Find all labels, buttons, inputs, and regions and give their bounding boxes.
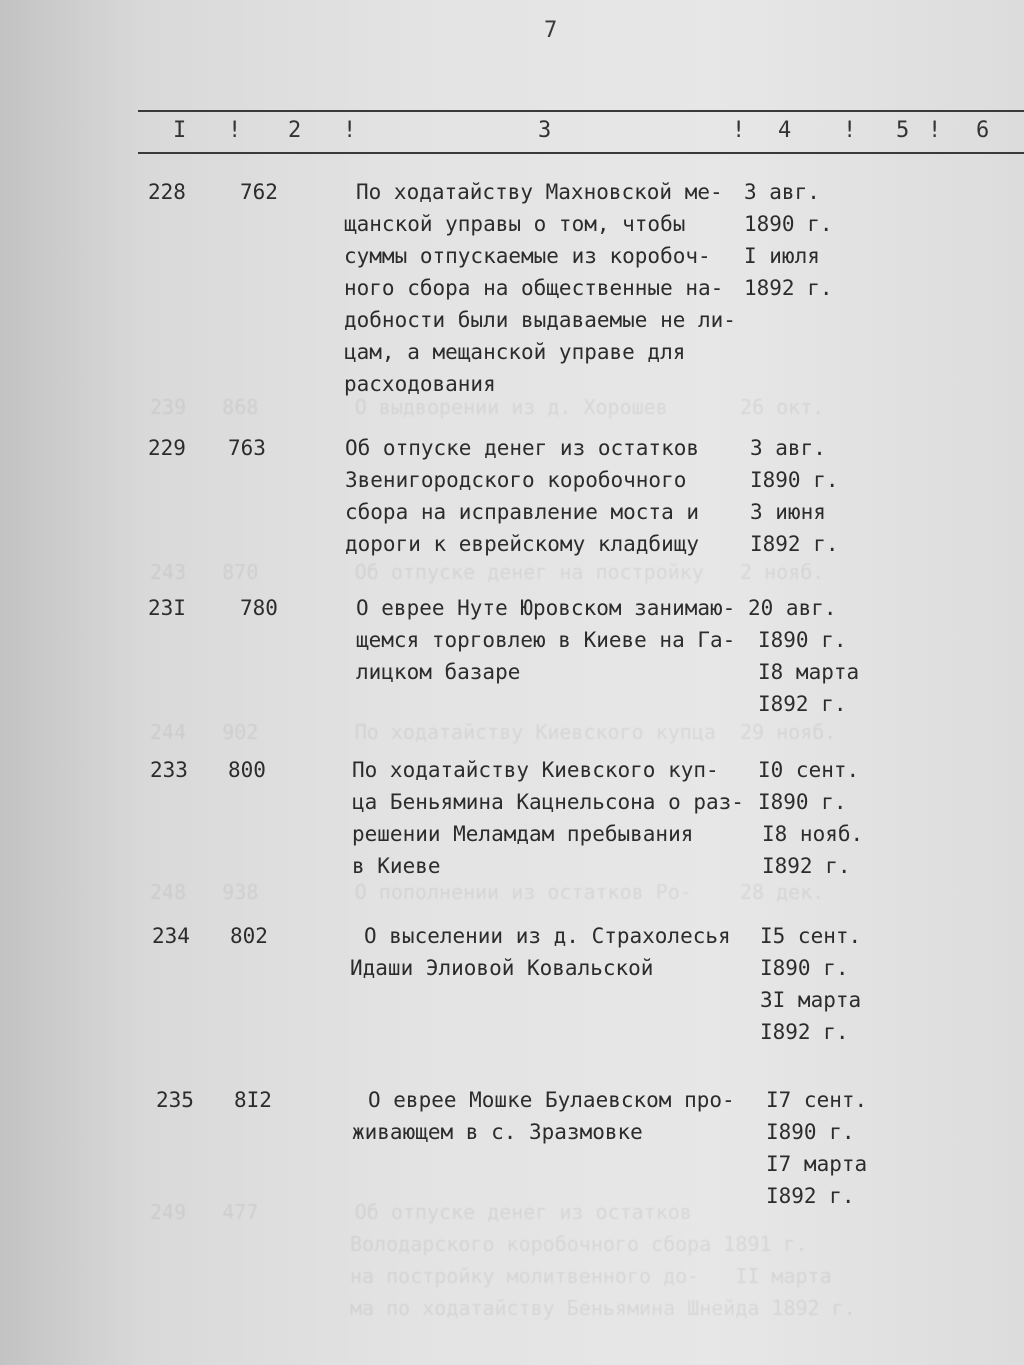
header-rule-bottom xyxy=(138,152,1024,154)
description-line: щанской управы о том, чтобы xyxy=(344,212,686,236)
date-line: I890 г. xyxy=(760,956,849,980)
header-rule-top xyxy=(138,110,1024,112)
bleed-through: ма по ходатайству Беньямина Шнейда 1892 г. xyxy=(350,1296,856,1320)
date-line: 3 июня xyxy=(750,500,826,524)
description-line: По ходатайству Киевского куп- xyxy=(352,758,719,782)
file-number: 800 xyxy=(228,758,266,782)
date-line: 3 авг. xyxy=(750,436,826,460)
date-line: I892 г. xyxy=(766,1184,855,1208)
date-line: I892 г. xyxy=(762,854,851,878)
date-line: I июля xyxy=(744,244,820,268)
description-line: дороги к еврейскому кладбищу xyxy=(345,532,700,556)
header-separator: ! xyxy=(928,118,942,143)
date-line: I7 сент. xyxy=(766,1088,868,1112)
file-number: 780 xyxy=(240,596,278,620)
date-line: 1890 г. xyxy=(744,212,833,236)
description-line: расходования xyxy=(344,372,496,396)
record-dates xyxy=(748,592,878,720)
record-number: 229 xyxy=(148,436,186,460)
date-line: 3I марта xyxy=(760,988,862,1012)
description-line: лицком базаре xyxy=(356,660,521,684)
description-line: живающем в с. Зразмовке xyxy=(352,1120,643,1144)
description-line: О еврее Нуте Юровском занимаю- xyxy=(356,596,736,620)
date-line: 3 авг. xyxy=(744,180,820,204)
description-line: суммы отпускаемые из коробоч- xyxy=(344,244,711,268)
record-description xyxy=(352,1084,752,1148)
date-line: I0 сент. xyxy=(758,758,860,782)
header-col-2: 2 xyxy=(288,118,302,143)
description-line: О выселении из д. Страхолесья xyxy=(364,924,731,948)
date-line: I892 г. xyxy=(750,532,839,556)
date-line: I890 г. xyxy=(766,1120,855,1144)
date-line: 1892 г. xyxy=(744,276,833,300)
description-line: решении Меламдам пребывания xyxy=(352,822,694,846)
date-line: I890 г. xyxy=(750,468,839,492)
header-separator: ! xyxy=(732,118,746,143)
page-number: 7 xyxy=(544,18,558,43)
header-separator: ! xyxy=(228,118,242,143)
description-line: добности были выдаваемые не ли- xyxy=(344,308,736,332)
description-line: О еврее Мошке Булаевском про- xyxy=(368,1088,735,1112)
record-dates xyxy=(750,432,880,560)
header-col-4: 4 xyxy=(778,118,792,143)
description-line: Идаши Элиовой Ковальской xyxy=(350,956,654,980)
date-line: I890 г. xyxy=(758,628,847,652)
description-line: цам, а мещанской управе для xyxy=(344,340,686,364)
record-description xyxy=(352,754,752,882)
description-line: ного сбора на общественные на- xyxy=(344,276,724,300)
record-number: 234 xyxy=(152,924,190,948)
bleed-through: 243 870 Об отпуске денег на постройку 2 нояб. xyxy=(150,560,825,584)
record-description xyxy=(345,432,745,560)
date-line: I7 марта xyxy=(766,1152,868,1176)
file-number: 763 xyxy=(228,436,266,460)
bleed-through: Володарского коробочного сбора 1891 г. xyxy=(350,1232,808,1256)
record-description xyxy=(356,592,756,688)
underlying-page-edge xyxy=(0,0,135,1365)
record-dates xyxy=(744,176,874,304)
date-line: I8 марта xyxy=(758,660,860,684)
bleed-through: 244 902 По ходатайству Киевского купца 29 нояб. xyxy=(150,720,837,744)
date-line: I890 г. xyxy=(758,790,847,814)
description-line: ца Беньямина Кацнельсона о раз- xyxy=(352,790,744,814)
record-dates xyxy=(758,754,888,882)
record-number: 23I xyxy=(148,596,186,620)
record-number: 235 xyxy=(156,1088,194,1112)
bleed-through: 239 868 О выдворении из д. Хорошев 26 окт. xyxy=(150,395,825,419)
record-number: 228 xyxy=(148,180,186,204)
description-line: в Киеве xyxy=(352,854,441,878)
file-number: 8I2 xyxy=(234,1088,272,1112)
description-line: Об отпуске денег из остатков xyxy=(345,436,700,460)
record-number: 233 xyxy=(150,758,188,782)
bleed-through: 249 477 Об отпуске денег из остатков xyxy=(150,1200,692,1224)
column-header-row xyxy=(138,118,1024,148)
header-separator: ! xyxy=(343,118,357,143)
record-dates xyxy=(766,1084,896,1212)
bleed-through: 248 938 О пополнении из остатков Ро- 28 дек. xyxy=(150,880,825,904)
description-line: щемся торговлею в Киеве на Га- xyxy=(356,628,736,652)
record-dates xyxy=(760,920,890,1048)
bleed-through: на постройку молитвенного до- II марта xyxy=(350,1264,832,1288)
header-col-6: 6 xyxy=(976,118,990,143)
description-line: По ходатайству Махновской ме- xyxy=(356,180,723,204)
record-description xyxy=(350,920,750,984)
date-line: I8 нояб. xyxy=(762,822,864,846)
file-number: 762 xyxy=(240,180,278,204)
date-line: I892 г. xyxy=(758,692,847,716)
header-col-1: I xyxy=(173,118,187,143)
record-description xyxy=(344,176,744,400)
header-col-5: 5 xyxy=(896,118,910,143)
header-separator: ! xyxy=(843,118,857,143)
header-col-3: 3 xyxy=(538,118,552,143)
description-line: сбора на исправление моста и xyxy=(345,500,700,524)
date-line: I892 г. xyxy=(760,1020,849,1044)
file-number: 802 xyxy=(230,924,268,948)
description-line: Звенигородского коробочного xyxy=(345,468,687,492)
date-line: I5 сент. xyxy=(760,924,862,948)
date-line: 20 авг. xyxy=(748,596,837,620)
